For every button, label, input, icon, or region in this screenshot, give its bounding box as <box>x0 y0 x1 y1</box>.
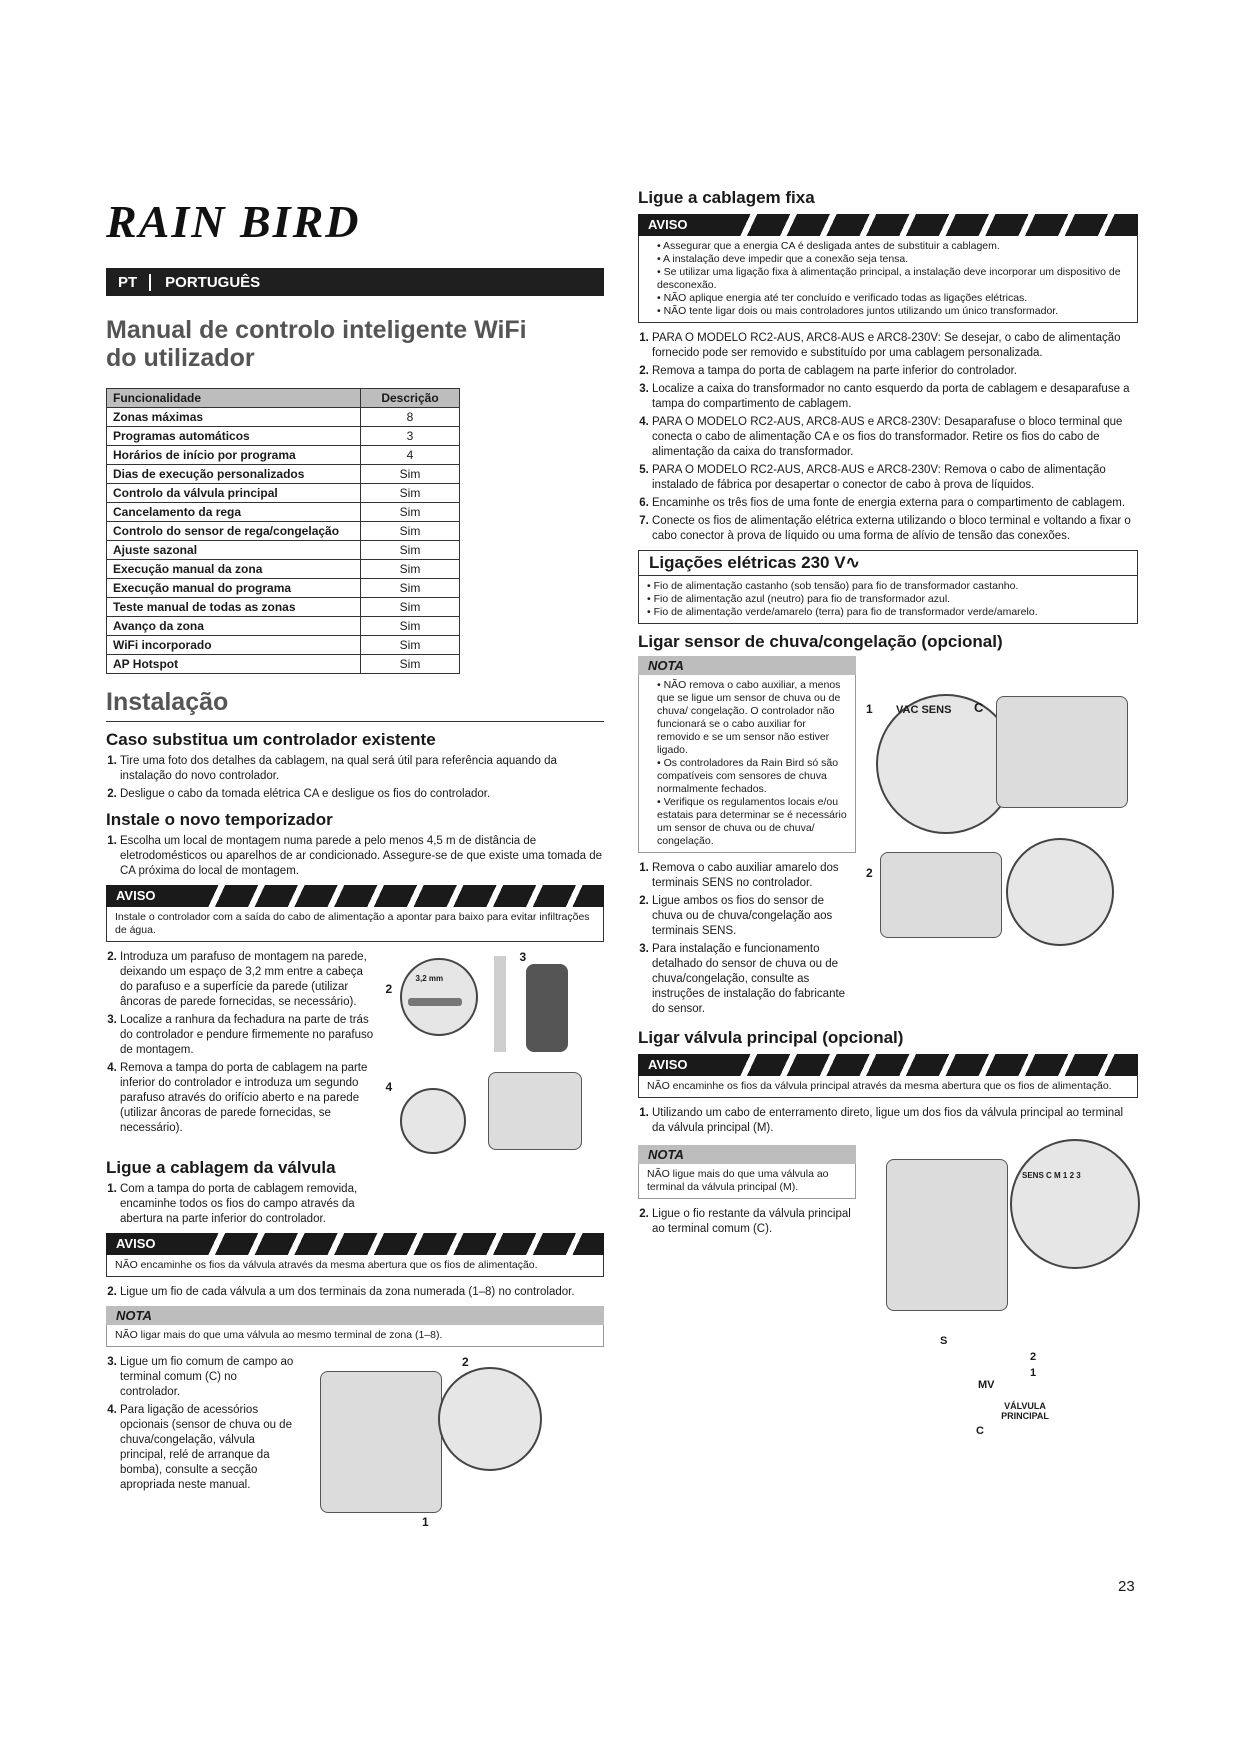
note-text: NÃO ligar mais do que uma válvula ao mesmo terminal de zona (1–8). <box>106 1325 604 1347</box>
table-header-description: Descrição <box>361 389 460 408</box>
note-label: NOTA <box>106 1306 604 1325</box>
controller-icon <box>886 1159 1008 1311</box>
warning-label: AVISO <box>106 1233 202 1255</box>
warning-text: Instale o controlador com a saída do cabo de alimentação a apontar para baixo para evitar infiltrações de água. <box>106 907 604 942</box>
fixed-wiring-steps <box>638 331 1138 544</box>
rain-sensor-heading: Ligar sensor de chuva/congelação (opcional) <box>638 632 1003 651</box>
list-item: 7. Conecte os fios de alimentação elétrica externa utilizando o bloco terminal e voltando a fixar o cabo conector à prova de líquido ou uma forma de alívio de tensão das conexões. <box>652 514 1138 544</box>
new-timer-heading: Instale o novo temporizador <box>106 810 333 829</box>
list-item: • NÃO tente ligar dois ou mais controladores juntos utilizando um único transformador. <box>657 305 1129 318</box>
list-item: 4. PARA O MODELO RC2-AUS, ARC8-AUS e ARC8-230V: Desaparafuse o bloco terminal que conecta o cabo de alimentação CA e os fios do transformador. Retire os fios do cabo de alimentação da caixa do transformador. <box>652 415 1138 460</box>
replace-steps <box>106 754 604 802</box>
controller-side-icon <box>526 964 568 1052</box>
list-item: • Assegurar que a energia CA é desligada antes de substituir a cablagem. <box>657 240 1129 253</box>
sensor-terminal-zoom: VAC SENS C <box>876 694 1016 834</box>
second-screw-figure <box>400 1088 466 1154</box>
list-item: 1. Remova o cabo auxiliar amarelo dos terminais SENS no controlador. <box>652 861 856 891</box>
list-item: 2. Desligue o cabo da tomada elétrica CA e desligue os fios do controlador. <box>120 787 604 802</box>
list-item: 4. Para ligação de acessórios opcionais (sensor de chuva ou de chuva/congelação, válvula principal, relé de arranque da bomba), consulte a secção apropriada neste manual. <box>120 1403 300 1493</box>
valve-steps-b <box>106 1285 604 1300</box>
list-item: 3. Ligue um fio comum de campo ao terminal comum (C) no controlador. <box>120 1355 300 1400</box>
valve-steps-c <box>106 1355 300 1525</box>
table-header-feature: Funcionalidade <box>107 389 361 408</box>
note-box <box>106 1306 604 1347</box>
master-terminal-zoom: SENS C M 1 2 3 <box>1010 1139 1140 1269</box>
list-item: 6. Encaminhe os três fios de uma fonte de energia externa para o compartimento de cablagem. <box>652 496 1138 511</box>
controller-icon <box>880 852 1002 938</box>
language-code: PT <box>106 274 151 291</box>
list-item: 2. Introduza um parafuso de montagem na parede, deixando um espaço de 3,2 mm entre a cabeça do parafuso e a superfície da parede (utilizar âncoras de parede fornecidas, se necessário). <box>120 950 376 1010</box>
list-item: 1. PARA O MODELO RC2-AUS, ARC8-AUS e ARC8-230V: Se desejar, o cabo de alimentação fornecido pode ser removido e substituído por uma cablagem personalizada. <box>652 331 1138 361</box>
note-text: NÃO ligue mais do que uma válvula ao terminal da válvula principal (M). <box>638 1164 856 1199</box>
note-label: NOTA <box>638 1145 856 1164</box>
list-item: • Se utilizar uma ligação fixa à alimentação principal, a instalação deve incorporar um dispositivo de desconexão. <box>657 266 1129 292</box>
table-row: AP Hotspot Sim <box>107 655 460 674</box>
electrical-heading: Ligações elétricas 230 V∿ <box>639 551 1137 576</box>
list-item: 1. Tire uma foto dos detalhes da cablagem, na qual será útil para referência aquando da instalação do novo controlador. <box>120 754 604 784</box>
warning-box <box>106 885 604 942</box>
valve-steps-a <box>106 1182 386 1227</box>
list-item: • Os controladores da Rain Bird só são compatíveis com sensores de chuva normalmente fechados. <box>657 757 847 796</box>
note-label: NOTA <box>638 656 856 675</box>
table-row: WiFi incorporado Sim <box>107 636 460 655</box>
list-item: 3. Localize a ranhura da fechadura na parte de trás do controlador e pendure firmemente no parafuso de montagem. <box>120 1013 376 1058</box>
list-item: 1. Utilizando um cabo de enterramento direto, ligue um dos fios da válvula principal ao terminal da válvula principal (M). <box>652 1106 1138 1136</box>
wall-icon <box>494 956 506 1052</box>
warning-label: AVISO <box>638 1054 734 1076</box>
sens-terminal-zoom <box>1006 838 1114 946</box>
mounting-figures: 2 3,2 mm 3 4 <box>386 950 604 1150</box>
table-row: Execução manual da zona Sim <box>107 560 460 579</box>
table-row: Programas automáticos 3 <box>107 427 460 446</box>
feature-table <box>106 388 460 674</box>
warning-box <box>638 214 1138 323</box>
right-column <box>638 188 1138 1439</box>
list-item: 2. Ligue o fio restante da válvula principal ao terminal comum (C). <box>652 1207 856 1237</box>
list-item: • Fio de alimentação verde/amarelo (terra) para fio de transformador verde/amarelo. <box>647 606 1129 619</box>
note-box <box>638 1145 856 1199</box>
master-valve-heading: Ligar válvula principal (opcional) <box>638 1028 904 1047</box>
new-timer-steps-b <box>106 950 376 1150</box>
warning-label: AVISO <box>638 214 734 236</box>
terminal-zoom-figure <box>438 1367 542 1471</box>
table-row: Controlo do sensor de rega/congelação Sim <box>107 522 460 541</box>
note-box <box>638 656 856 853</box>
list-item: • NÃO aplique energia até ter concluído e verificado todas as ligações elétricas. <box>657 292 1129 305</box>
table-row: Dias de execução personalizados Sim <box>107 465 460 484</box>
language-bar <box>106 268 604 296</box>
list-item: • NÃO remova o cabo auxiliar, a menos que se ligue um sensor de chuva ou de chuva/ congelação. O controlador não funcionará se o cabo auxiliar for removido e se um sensor não estiver ligado. <box>657 679 847 757</box>
list-item: 2. Remova a tampa do porta de cablagem na parte inferior do controlador. <box>652 364 1138 379</box>
list-item: • Verifique os regulamentos locais e/ou estatais para determinar se é necessário um sensor de chuva ou de chuva/ congelação. <box>657 796 847 848</box>
new-timer-steps-a <box>106 834 604 879</box>
warning-text <box>638 236 1138 323</box>
warning-box <box>106 1233 604 1277</box>
fixed-wiring-heading: Ligue a cablagem fixa <box>638 188 815 207</box>
installation-heading: Instalação <box>106 688 604 722</box>
rain-sensor-figure: 1 VAC SENS C 2 <box>866 656 1136 946</box>
table-row: Avanço da zona Sim <box>107 617 460 636</box>
table-row: Horários de início por programa 4 <box>107 446 460 465</box>
controller-front-icon <box>488 1072 582 1150</box>
electrical-box <box>638 550 1138 624</box>
page-number: 23 <box>1118 1578 1135 1595</box>
master-valve-steps-b <box>638 1207 856 1237</box>
list-item: • Fio de alimentação azul (neutro) para fio de transformador azul. <box>647 593 1129 606</box>
screw-gap-figure: 3,2 mm <box>400 958 478 1036</box>
valve-wiring-figure: 2 1 <box>310 1355 556 1525</box>
warning-text: NÃO encaminhe os fios da válvula principal através da mesma abertura que os fios de alimentação. <box>638 1076 1138 1098</box>
rain-sensor-steps <box>638 861 856 1017</box>
list-item: 3. Para instalação e funcionamento detalhado do sensor de chuva ou de chuva/congelação, consulte as instruções de instalação do fabricante do sensor. <box>652 942 856 1017</box>
list-item: 1. Com a tampa do porta de cablagem removida, encaminhe todos os fios do campo através da abertura na parte inferior do controlador. <box>120 1182 386 1227</box>
controller-icon <box>320 1371 442 1513</box>
table-row: Zonas máximas 8 <box>107 408 460 427</box>
list-item: 4. Remova a tampa do porta de cablagem na parte inferior do controlador e introduza um segundo parafuso através do orifício aberto e na parede (utilizar âncoras de parede fornecidas, se necessário). <box>120 1061 376 1136</box>
screw-icon <box>408 998 462 1006</box>
table-row: Teste manual de todas as zonas Sim <box>107 598 460 617</box>
master-valve-figure: SENS C M 1 2 3 S 2 1 MV VÁLVULA PRINCIPAL C <box>866 1139 1136 1439</box>
document-title: Manual de controlo inteligente WiFi do utilizador <box>106 316 527 372</box>
list-item: • A instalação deve impedir que a conexão seja tensa. <box>657 253 1129 266</box>
controller-icon <box>996 696 1128 808</box>
list-item: • Fio de alimentação castanho (sob tensão) para fio de transformador castanho. <box>647 580 1129 593</box>
warning-box <box>638 1054 1138 1098</box>
master-valve-steps-a <box>638 1106 1138 1136</box>
list-item: 1. Escolha um local de montagem numa parede a pelo menos 4,5 m de distância de eletrodomésticos ou aparelhos de ar condicionado. Assegure-se de que existe uma tomada de CA próxima do local de montagem. <box>120 834 604 879</box>
table-row: Execução manual do programa Sim <box>107 579 460 598</box>
table-row: Cancelamento da rega Sim <box>107 503 460 522</box>
warning-label: AVISO <box>106 885 202 907</box>
list-item: 2. Ligue um fio de cada válvula a um dos terminais da zona numerada (1–8) no controlador. <box>120 1285 604 1300</box>
list-item: 2. Ligue ambos os fios do sensor de chuva ou de chuva/congelação aos terminais SENS. <box>652 894 856 939</box>
replace-heading: Caso substitua um controlador existente <box>106 730 436 749</box>
warning-text: NÃO encaminhe os fios da válvula através da mesma abertura que os fios de alimentação. <box>106 1255 604 1277</box>
table-row: Ajuste sazonal Sim <box>107 541 460 560</box>
left-column <box>106 190 604 1529</box>
language-name: PORTUGUÊS <box>165 273 261 291</box>
list-item: 5. PARA O MODELO RC2-AUS, ARC8-AUS e ARC8-230V: Remova o cabo de alimentação instalado de fábrica por desapertar o conector de cabo à prova de líquidos. <box>652 463 1138 493</box>
rain-bird-logo: RAIN BIRD <box>106 196 361 247</box>
valve-wiring-heading: Ligue a cablagem da válvula <box>106 1158 336 1177</box>
table-row: Controlo da válvula principal Sim <box>107 484 460 503</box>
list-item: 3. Localize a caixa do transformador no canto esquerdo da porta de cablagem e desaparafuse a tampa do compartimento de cablagem. <box>652 382 1138 412</box>
